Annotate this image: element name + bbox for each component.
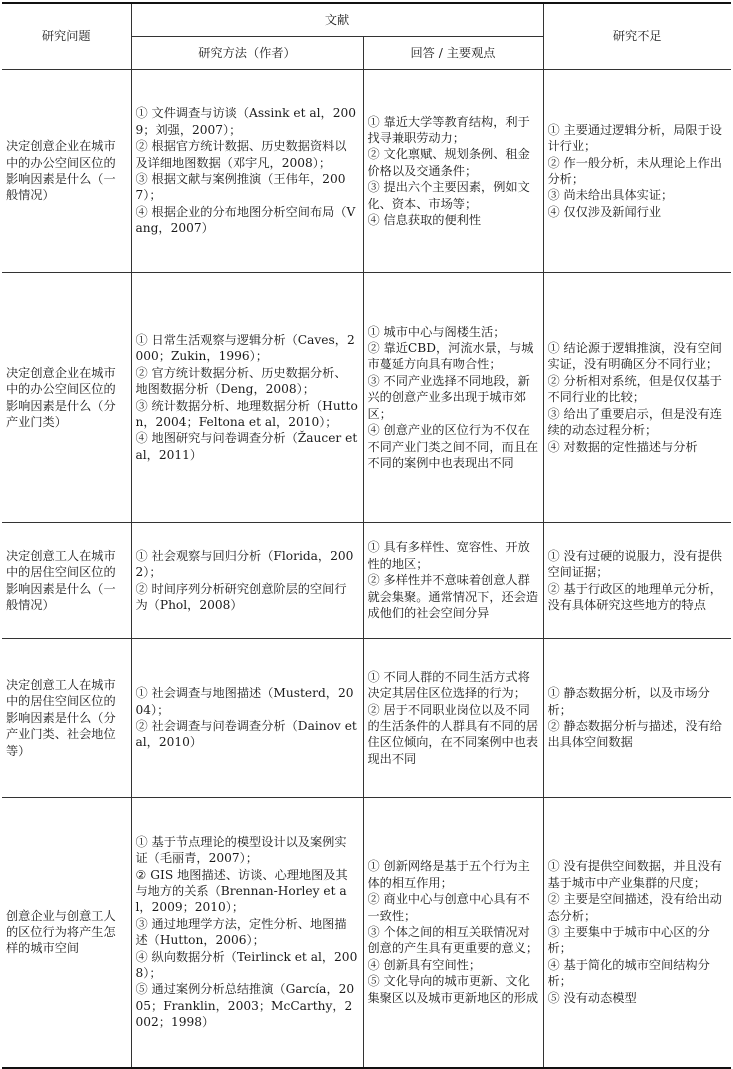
- table-row: [2, 639, 731, 798]
- shortcoming-item: ③ 给出了重要启示，但是没有连续的动态过程分析；: [547, 406, 722, 438]
- answer-item: ① 具有多样性、宽容性、开放性的地区；: [367, 540, 530, 571]
- shortcoming-item: ① 主要通过逻辑分析，局限于设计行业；: [547, 122, 722, 154]
- literature-review-table: [2, 2, 731, 1069]
- methods-cell: [131, 798, 363, 1068]
- shortcoming-item: ⑤ 没有动态模型: [547, 990, 637, 1005]
- method-item: ① 日常生活观察与逻辑分析（Caves，2000；Zukin，1996）；: [135, 332, 355, 364]
- shortcomings-cell: [543, 639, 731, 798]
- answer-item: ① 创新网络是基于五个行为主体的相互作用；: [367, 859, 530, 890]
- methods-cell: [131, 523, 363, 639]
- shortcoming-item: ④ 对数据的定性描述与分析: [547, 439, 698, 454]
- method-item: ④ 纵向数据分析（Teirlinck et al，2008）；: [135, 949, 358, 981]
- answer-item: ② 多样性并不意味着创意人群就会集聚。通常情况下，还会造成他们的社会空间分异: [367, 573, 539, 621]
- answers-cell: [363, 798, 543, 1068]
- table-row: [2, 523, 731, 639]
- answer-item: ④ 创意产业的区位行为不仅在不同产业门类之间不同，而且在不同的案例中也表现出不同: [367, 423, 539, 470]
- research-question-cell: 创意企业与创意工人的区位行为将产生怎样的城市空间: [2, 798, 131, 1068]
- answer-item: ② 居于不同职业岗位以及不同的生活条件的人群具有不同的居住区位倾向，在不同案例中也表现出不同: [367, 702, 539, 766]
- answer-item: ① 靠近大学等教育结构，利于找寻兼职劳动力；: [367, 114, 530, 145]
- table-row: [2, 798, 731, 1068]
- answer-item: ④ 创新具有空间性；: [367, 957, 482, 972]
- research-question-cell: 决定创意工人在城市中的居住空间区位的影响因素是什么（分产业门类、社会地位等）: [2, 639, 131, 798]
- shortcoming-item: ② 静态数据分析与描述，没有给出具体空间数据: [547, 719, 722, 750]
- shortcoming-item: ① 静态数据分析，以及市场分析；: [547, 686, 710, 717]
- methods-cell: [131, 273, 363, 523]
- answer-item: ① 不同人群的不同生活方式将决定其居住区位选择的行为；: [367, 669, 530, 701]
- method-item: ⑤ 通过案例分析总结推演（García，2005；Franklin，2003；McCarthy，2002；1998）: [135, 982, 355, 1030]
- method-item: ② 根据官方统计数据、历史数据资料以及详细地图数据（邓宇凡，2008）；: [135, 139, 347, 170]
- answer-item: ④ 信息获取的便利性: [367, 213, 482, 228]
- method-item: ② GIS 地图描述、访谈、心理地图及其与地方的关系（Brennan-Horley et al，2009；2010）；: [135, 867, 348, 915]
- method-item: ④ 地图研究与问卷调查分析（Žaucer et al，2011）: [135, 431, 358, 462]
- table-row: [2, 273, 731, 523]
- answer-item: ⑤ 文化导向的城市更新、文化集聚区以及城市更新地区的形成: [367, 974, 539, 1005]
- shortcomings-cell: [543, 273, 731, 523]
- shortcoming-item: ① 没有过硬的说服力，没有提供空间证据；: [547, 548, 722, 580]
- answer-item: ② 靠近CBD，河流水景，与城市蔓延方向具有吻合性；: [367, 341, 534, 372]
- table-row: [2, 70, 731, 273]
- shortcoming-item: ④ 仅仅涉及新闻行业: [547, 204, 662, 219]
- shortcoming-item: ① 结论源于逻辑推演，没有空间实证，没有明确区分不同行业；: [547, 341, 722, 372]
- answer-item: ③ 提出六个主要因素，例如文化、资本、市场等；: [367, 180, 530, 211]
- research-question-cell: 决定创意企业在城市中的办公空间区位的影响因素是什么（分产业门类）: [2, 273, 131, 523]
- methods-cell: [131, 70, 363, 273]
- answer-item: ③ 不同产业选择不同地段，新兴的创意产业多出现于城市郊区；: [367, 373, 530, 421]
- shortcoming-item: ② 作一般分析，未从理论上作出分析；: [547, 155, 722, 186]
- method-item: ① 文件调查与访谈（Assink et al，2009；刘强，2007）；: [135, 106, 356, 137]
- method-item: ③ 统计数据分析、地理数据分析（Hutton，2004；Feltona et al，2010）；: [135, 398, 358, 429]
- method-item: ② 官方统计数据分析、历史数据分析、地图数据分析（Deng，2008）；: [135, 365, 347, 397]
- answers-cell: [363, 273, 543, 523]
- method-item: ② 时间序列分析研究创意阶层的空间行为（Phol，2008）: [135, 581, 347, 612]
- answers-cell: [363, 523, 543, 639]
- methods-cell: [131, 639, 363, 798]
- answers-cell: [363, 639, 543, 798]
- shortcomings-cell: [543, 798, 731, 1068]
- research-question-cell: 决定创意工人在城市中的居住空间区位的影响因素是什么（一般情况）: [2, 523, 131, 639]
- shortcoming-item: ② 分析相对系统，但是仅仅基于不同行业的比较；: [547, 373, 722, 405]
- method-item: ① 基于节点理论的模型设计以及案例实证（毛丽青，2007）；: [135, 834, 347, 866]
- method-item: ① 社会观察与回归分析（Florida，2002）；: [135, 548, 354, 580]
- header-literature: 文献: [131, 3, 543, 37]
- shortcomings-cell: [543, 523, 731, 639]
- header-research-methods: 研究方法（作者）: [131, 37, 363, 70]
- shortcoming-item: ② 主要是空间描述，没有给出动态分析；: [547, 892, 722, 923]
- shortcoming-item: ① 没有提供空间数据，并且没有基于城市中产业集群的尺度；: [547, 859, 722, 890]
- answer-item: ① 城市中心与阁楼生活；: [367, 324, 506, 339]
- header-shortcomings: 研究不足: [543, 3, 731, 70]
- answer-item: ③ 个体之间的相互关联情况对创意的产生具有更重要的意义；: [367, 925, 539, 956]
- method-item: ③ 通过地理学方法，定性分析、地图描述（Hutton，2006）；: [135, 916, 347, 948]
- shortcoming-item: ③ 主要集中于城市中心区的分析；: [547, 925, 710, 956]
- header-answers: 回答 / 主要观点: [363, 37, 543, 70]
- method-item: ② 社会调查与问卷调查分析（Dainov et al，2010）: [135, 719, 357, 750]
- shortcomings-cell: [543, 70, 731, 273]
- answer-item: ② 商业中心与创意中心具有不一致性；: [367, 892, 530, 923]
- method-item: ④ 根据企业的分布地图分析空间布局（Vang，2007）: [135, 204, 356, 236]
- method-item: ③ 根据文献与案例推演（王伟年，2007）；: [135, 172, 346, 203]
- answers-cell: [363, 70, 543, 273]
- research-question-cell: 决定创意企业在城市中的办公空间区位的影响因素是什么（一般情况）: [2, 70, 131, 273]
- answer-item: ② 文化禀赋、规划条例、租金价格以及交通条件；: [367, 147, 530, 178]
- header-research-question: 研究问题: [2, 3, 131, 70]
- method-item: ① 社会调查与地图描述（Musterd，2004）；: [135, 686, 354, 717]
- shortcoming-item: ② 基于行政区的地理单元分析，没有具体研究这些地方的特点: [547, 581, 722, 612]
- table-body: [2, 70, 731, 1068]
- shortcoming-item: ④ 基于简化的城市空间结构分析；: [547, 957, 710, 989]
- shortcoming-item: ③ 尚未给出具体实证；: [547, 188, 674, 203]
